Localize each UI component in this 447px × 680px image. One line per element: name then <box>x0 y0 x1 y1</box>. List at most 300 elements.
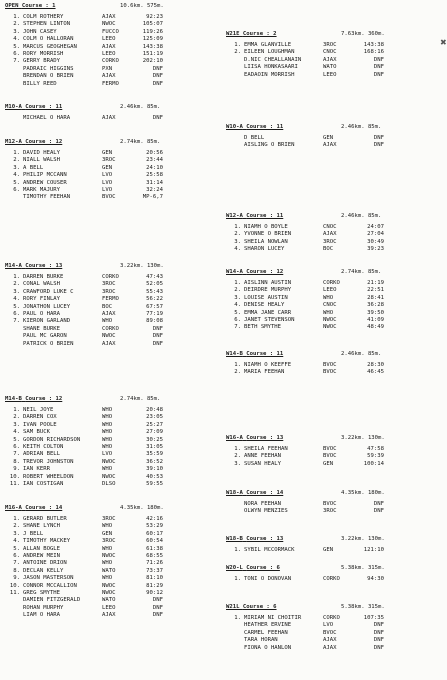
club-code: AJAX <box>323 142 337 149</box>
finish-time: 39:23 <box>367 246 384 253</box>
position: 4. <box>234 246 241 253</box>
club-code: CORKO <box>323 615 340 621</box>
result-row <box>226 622 444 629</box>
result-row <box>5 531 223 538</box>
finish-time: 42:16 <box>146 516 163 522</box>
competitor-name: MIRIAM NI CHOITIR <box>244 615 302 621</box>
finish-time: DNF <box>373 637 384 644</box>
result-row <box>5 437 223 444</box>
class-header <box>5 2 223 11</box>
class-course-label <box>226 603 341 612</box>
result-row <box>5 274 223 281</box>
finish-time: DNF <box>373 644 384 651</box>
competitor-name: NEIL JOYE <box>23 407 54 413</box>
course-number: Course : 12 <box>25 396 63 402</box>
result-row <box>5 429 223 436</box>
competitor-name: MARIA FEEHAN <box>244 369 285 376</box>
result-row <box>5 165 223 172</box>
result-row <box>226 324 444 331</box>
finish-time: 94:30 <box>367 576 384 582</box>
finish-time: 60:54 <box>146 538 163 545</box>
club-code: GEN <box>102 530 113 537</box>
finish-time: 73:37 <box>146 567 163 574</box>
finish-time: DNF <box>152 80 163 87</box>
competitor-name: SUSAN HEALY <box>244 460 282 467</box>
competitor-name: MICHAEL O HARA <box>23 115 71 121</box>
finish-time: 36:28 <box>367 302 384 309</box>
class-header <box>5 262 223 271</box>
club-code: NWOC <box>323 324 337 331</box>
finish-time: 30:25 <box>146 436 163 443</box>
finish-time: 20:48 <box>146 407 163 413</box>
class-course-label <box>5 262 120 271</box>
club-code: AJAX <box>102 310 116 317</box>
result-row <box>5 81 223 88</box>
finish-time: DNF <box>152 325 163 332</box>
class-header <box>226 434 444 443</box>
competitor-name: DARREN BURKE <box>23 274 64 280</box>
result-row <box>5 21 223 28</box>
class-course-label <box>226 350 341 359</box>
position: 9. <box>13 466 20 473</box>
position: 6. <box>13 443 20 450</box>
result-row <box>5 58 223 65</box>
class-course-label <box>5 138 120 147</box>
class-name: M14-B <box>5 396 22 402</box>
club-code: BVOC <box>323 446 337 452</box>
course-distance: 2.46km. 85m. <box>341 351 382 357</box>
competitor-name: SHANE BURKE <box>23 325 61 332</box>
competitor-name: COLM O HALLORAN <box>23 36 74 43</box>
result-row <box>5 44 223 51</box>
finish-time: 36:52 <box>146 458 163 465</box>
results-class-w16a <box>226 434 444 468</box>
course-number: Course : 2 <box>242 31 277 37</box>
club-code: WHO <box>102 443 113 450</box>
finish-time: 27:04 <box>367 231 384 238</box>
result-row <box>5 281 223 288</box>
finish-time: 90:12 <box>146 589 163 596</box>
competitor-name: COLM ROTHERY <box>23 14 64 20</box>
result-row <box>226 42 444 49</box>
position: 1. <box>234 362 241 368</box>
competitor-name: LIISA HONKASAARI <box>244 64 298 71</box>
competitor-name: D BELL <box>244 135 265 141</box>
position: 2. <box>234 49 241 56</box>
position: 5. <box>234 309 241 316</box>
club-code: BVOC <box>323 453 337 460</box>
finish-time: 53:29 <box>146 523 163 530</box>
class-name: W21L <box>226 604 240 610</box>
finish-time: 39:50 <box>367 309 384 316</box>
position: 2. <box>234 231 241 238</box>
finish-time: 24:07 <box>367 224 384 230</box>
finish-time: 81:10 <box>146 575 163 582</box>
competitor-name: NIAMH O KEEFFE <box>244 362 292 368</box>
finish-time: DNF <box>152 333 163 340</box>
result-row <box>5 150 223 157</box>
club-code: NWOC <box>323 316 337 323</box>
finish-time: 25:27 <box>146 421 163 428</box>
result-row <box>226 72 444 79</box>
competitor-name: A BELL <box>23 164 44 171</box>
result-row <box>5 326 223 333</box>
class-name: M16-A <box>5 505 22 511</box>
position: 1. <box>13 516 20 522</box>
class-name: M14-A <box>5 263 22 269</box>
club-code: AJAX <box>102 115 116 121</box>
class-header <box>226 564 444 573</box>
finish-time: 107:35 <box>363 615 384 621</box>
course-number: Course : 14 <box>246 490 284 496</box>
finish-time: 23:44 <box>146 157 163 164</box>
competitor-name: TIMOTHY MACKEY <box>23 538 71 545</box>
position: 6. <box>13 552 20 559</box>
finish-time: DNF <box>152 597 163 604</box>
finish-time: DNF <box>373 56 384 63</box>
finish-time: 92:23 <box>146 14 163 20</box>
competitor-name: BETH SMYTHE <box>244 324 282 331</box>
result-row <box>226 64 444 71</box>
result-row <box>226 142 444 149</box>
finish-time: 22:51 <box>367 287 384 294</box>
result-row <box>5 51 223 58</box>
competitor-name: NORA FEEHAN <box>244 501 282 507</box>
result-row <box>226 317 444 324</box>
position: 4. <box>13 172 20 179</box>
class-header <box>5 138 223 147</box>
finish-time: 77:19 <box>146 310 163 317</box>
competitor-name: TREVOR JOHNSTON <box>23 458 74 465</box>
position: 2. <box>234 369 241 376</box>
competitor-name: ANNE FEEHAN <box>244 453 282 460</box>
competitor-name: STEPHEN LINTON <box>23 21 71 28</box>
competitor-name: OLWYN MENZIES <box>244 508 288 515</box>
result-row <box>226 508 444 515</box>
class-name: W18-A <box>226 490 243 496</box>
result-row <box>5 318 223 325</box>
results-class-w21e <box>226 30 444 79</box>
finish-time: 168:16 <box>363 49 384 56</box>
competitor-name: PATRICK O BRIEN <box>23 340 74 347</box>
competitor-name: ROBERT WHEELDON <box>23 473 74 480</box>
finish-time: 143:38 <box>363 42 384 48</box>
competitor-name: ALLAN BOGLE <box>23 545 61 552</box>
competitor-name: DAVID HEALY <box>23 150 61 156</box>
result-row <box>5 36 223 43</box>
position: 2. <box>13 157 20 164</box>
class-course-label <box>5 504 120 513</box>
results-class-m10a <box>5 103 223 122</box>
competitor-name: MARCUS GEOGHEGAN <box>23 43 77 50</box>
result-row <box>5 583 223 590</box>
club-code: GEN <box>323 547 334 553</box>
class-name: W14-B <box>226 351 243 357</box>
club-code: AJAX <box>323 644 337 651</box>
results-class-w14a <box>226 268 444 332</box>
finish-time: 143:38 <box>142 43 163 50</box>
course-distance: 2.46km. 85m. <box>341 124 382 130</box>
results-class-w18b <box>226 535 444 554</box>
result-row <box>226 369 444 376</box>
club-code: PXN <box>102 65 113 72</box>
competitor-name: CONAL WALSH <box>23 281 61 288</box>
club-code: LVO <box>102 179 113 186</box>
competitor-name: GORDON RICHARDSON <box>23 436 81 443</box>
result-row <box>5 414 223 421</box>
result-row <box>226 49 444 56</box>
finish-time: MP-6,7 <box>142 194 163 201</box>
course-number: Course : 12 <box>25 139 63 145</box>
position: 8. <box>13 567 20 574</box>
finish-time: 24:10 <box>146 164 163 171</box>
results-class-m14b <box>5 395 223 488</box>
competitor-name: HEATHER ERVINE <box>244 622 292 629</box>
position: 2. <box>13 281 20 288</box>
result-row <box>5 304 223 311</box>
result-row <box>5 296 223 303</box>
course-number: Course : 6 <box>246 565 280 571</box>
club-code: WHO <box>102 575 113 582</box>
club-code: 3ROC <box>102 157 116 164</box>
course-number: Course : 1 <box>21 3 56 9</box>
competitor-name: PADRAIC HIGGINS <box>23 65 74 72</box>
club-code: CORKO <box>102 325 119 332</box>
finish-time: 105:07 <box>142 21 163 28</box>
class-course-label <box>226 212 341 221</box>
finish-time: 121:10 <box>363 547 384 553</box>
class-name: OPEN <box>5 3 19 9</box>
competitor-name: TIMOTHY FEEHAN <box>23 194 71 201</box>
course-number: Course : 11 <box>246 351 284 357</box>
club-code: GEN <box>323 460 334 467</box>
competitor-name: SHEILA NOWLAN <box>244 238 288 245</box>
club-code: WHO <box>102 560 113 567</box>
result-row <box>226 615 444 622</box>
course-number: Course : 13 <box>246 435 284 441</box>
finish-time: 28:30 <box>367 362 384 368</box>
course-distance: 2.74km. 85m. <box>341 269 382 275</box>
club-code: WATO <box>323 64 337 71</box>
club-code: CORKO <box>102 274 119 280</box>
club-code: NWOC <box>102 458 116 465</box>
competitor-name: DECLAN KELLY <box>23 567 64 574</box>
results-class-m12a <box>5 138 223 202</box>
course-number: Course : 6 <box>242 604 277 610</box>
position: 11. <box>9 480 20 487</box>
club-code: AJAX <box>102 73 116 80</box>
competitor-name: EMMA JANE CARR <box>244 309 292 316</box>
position: 1. <box>234 576 241 582</box>
finish-time: DNF <box>152 604 163 611</box>
club-code: WHO <box>102 407 113 413</box>
result-row <box>226 645 444 652</box>
result-row <box>5 590 223 597</box>
competitor-name: LOUISE AUSTIN <box>244 294 288 301</box>
position: 6. <box>13 186 20 193</box>
competitor-name: PAUL O HARA <box>23 310 61 317</box>
club-code: NWOC <box>102 21 116 28</box>
club-code: AJAX <box>102 612 116 619</box>
result-row <box>226 362 444 369</box>
club-code: WHO <box>102 318 113 325</box>
result-row <box>5 180 223 187</box>
position: 7. <box>13 560 20 567</box>
class-header <box>226 212 444 221</box>
competitor-name: J BELL <box>23 530 44 537</box>
club-code: AJAX <box>323 637 337 644</box>
club-code: CORKO <box>323 280 340 286</box>
position: 1. <box>234 42 241 48</box>
club-code: CORKO <box>102 58 119 65</box>
competitor-name: SHEILA FEEHAN <box>244 446 288 452</box>
result-row <box>5 157 223 164</box>
results-class-w14b <box>226 350 444 377</box>
competitor-name: JANET STEVENSON <box>244 316 295 323</box>
club-code: GEN <box>323 135 334 141</box>
position: 5. <box>13 545 20 552</box>
club-code: FERMO <box>102 296 119 303</box>
finish-time: 35:59 <box>146 451 163 458</box>
course-distance: 4.35km. 180m. <box>341 490 385 496</box>
competitor-name: ANTOINE DRION <box>23 560 67 567</box>
club-code: AJAX <box>323 56 337 63</box>
position: 4. <box>234 302 241 309</box>
club-code: LEEO <box>102 36 116 43</box>
club-code: AJAX <box>102 14 116 20</box>
competitor-name: EILEEN LOUGHMAN <box>244 49 295 56</box>
competitor-name: CRAWFORD LUKE C <box>23 288 74 295</box>
result-row <box>226 295 444 302</box>
club-code: WATO <box>102 567 116 574</box>
position: 7. <box>13 451 20 458</box>
result-row <box>5 29 223 36</box>
finish-time: 59:55 <box>146 480 163 487</box>
position: 7. <box>13 58 20 65</box>
result-row <box>5 466 223 473</box>
competitor-name: RORY MORRISH <box>23 50 64 57</box>
position: 4. <box>13 429 20 436</box>
competitor-name: GERARD BUTLER <box>23 516 67 522</box>
competitor-name: EMMA GLANVILLE <box>244 42 292 48</box>
competitor-name: PAUL MC GARON <box>23 333 67 340</box>
course-number: Course : 12 <box>246 269 284 275</box>
results-class-w21l <box>226 603 444 652</box>
class-course-label <box>226 434 341 443</box>
result-row <box>5 341 223 348</box>
finish-time: 67:57 <box>146 303 163 310</box>
finish-time: DNF <box>373 142 384 149</box>
club-code: WHO <box>102 436 113 443</box>
finish-time: 47:43 <box>146 274 163 280</box>
position: 1. <box>13 150 20 156</box>
position: 2. <box>234 287 241 294</box>
club-code: 3ROC <box>102 516 116 522</box>
club-code: 3ROC <box>102 288 116 295</box>
result-row <box>226 446 444 453</box>
club-code: BVOC <box>102 194 116 201</box>
finish-time: 55:43 <box>146 288 163 295</box>
course-distance: 2.74km. 85m. <box>120 139 161 145</box>
class-header <box>5 504 223 513</box>
finish-time: 31:05 <box>146 443 163 450</box>
finish-time: DNF <box>152 73 163 80</box>
competitor-name: NIAMH O BOYLE <box>244 224 288 230</box>
course-distance: 7.63km. 360m. <box>341 31 385 37</box>
finish-time: 32:24 <box>146 186 163 193</box>
club-code: BVOC <box>323 362 337 368</box>
result-row <box>5 553 223 560</box>
position: 3. <box>13 288 20 295</box>
class-course-label <box>5 2 120 11</box>
club-code: WHO <box>102 429 113 436</box>
class-header <box>226 350 444 359</box>
result-row <box>226 302 444 309</box>
competitor-name: JASON MASTERSON <box>23 575 74 582</box>
finish-time: 151:19 <box>142 50 163 57</box>
position: 1. <box>234 547 241 553</box>
competitor-name: DAMIEN FITZGERALD <box>23 597 81 604</box>
competitor-name: JONATHON LUCEY <box>23 303 71 310</box>
club-code: WHO <box>102 414 113 421</box>
finish-time: DNF <box>373 622 384 629</box>
club-code: WHO <box>102 466 113 473</box>
position: 1. <box>234 615 241 621</box>
position: 6. <box>234 316 241 323</box>
finish-time: 81:29 <box>146 582 163 589</box>
result-row <box>226 461 444 468</box>
position: 10. <box>9 582 20 589</box>
club-code: CNOC <box>323 49 337 56</box>
class-name: M10-A <box>5 104 22 110</box>
class-course-label <box>226 489 341 498</box>
club-code: BVOC <box>323 629 337 636</box>
results-class-w12a <box>226 212 444 254</box>
result-row <box>226 224 444 231</box>
result-row <box>5 568 223 575</box>
result-row <box>5 516 223 523</box>
competitor-name: GREG SMYTHE <box>23 589 61 596</box>
position: 10. <box>9 473 20 480</box>
finish-time: 30:49 <box>367 238 384 245</box>
result-row <box>5 597 223 604</box>
result-row <box>5 172 223 179</box>
finish-time: 89:08 <box>146 318 163 325</box>
finish-time: 23:05 <box>146 414 163 421</box>
course-distance: 3.22km. 130m. <box>341 536 385 542</box>
result-row <box>5 73 223 80</box>
club-code: GEN <box>102 164 113 171</box>
course-number: Course : 13 <box>25 263 63 269</box>
finish-time: 28:41 <box>367 294 384 301</box>
club-code: NWOC <box>102 333 116 340</box>
club-code: 3ROC <box>102 538 116 545</box>
position: 6. <box>13 310 20 317</box>
class-course-label <box>226 268 341 277</box>
result-row <box>5 481 223 488</box>
competitor-name: IAN COSTIGAN <box>23 480 64 487</box>
class-course-label <box>226 564 341 573</box>
club-code: BOC <box>102 303 113 310</box>
position: 1. <box>13 14 20 20</box>
position: 11. <box>9 589 20 596</box>
result-row <box>5 560 223 567</box>
position: 8. <box>13 458 20 465</box>
club-code: WATO <box>102 597 116 604</box>
competitor-name: D.NIC CHEALLANAIN <box>244 56 302 63</box>
position: 1. <box>234 224 241 230</box>
club-code: NWOC <box>102 552 116 559</box>
